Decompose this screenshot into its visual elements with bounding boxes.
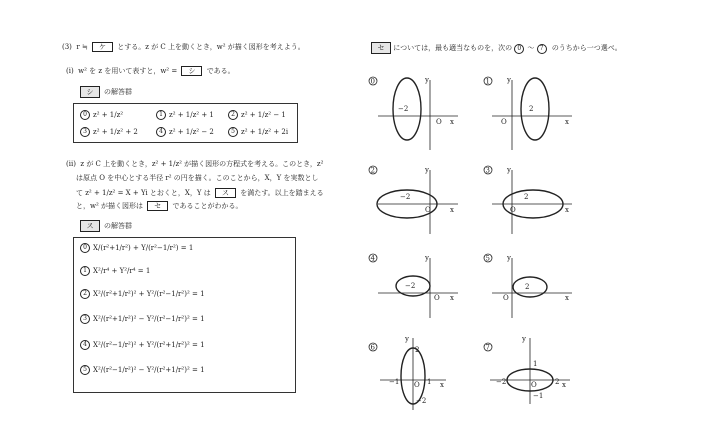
origin-label: O <box>436 118 442 126</box>
choice-number: 2 <box>228 110 238 120</box>
axis-label-y: y <box>522 335 526 343</box>
origin-label: O <box>414 381 420 389</box>
range-end-number: 7 <box>537 44 547 54</box>
choice-number: 0 <box>80 243 90 253</box>
choice-number: 5 <box>485 254 490 263</box>
value-label: −1 <box>533 392 544 400</box>
choice-expression: X²/(r²+1/r²)² + Y²/(r²−1/r²)² = 1 <box>93 290 205 298</box>
choice-number: 2 <box>80 289 90 299</box>
range-start-number: 0 <box>514 44 524 54</box>
choice-number: 5 <box>228 127 238 137</box>
value-label: −2 <box>416 397 427 405</box>
answer-box-ke[interactable]: ケ <box>92 42 113 52</box>
axis-label-x: x <box>565 206 569 214</box>
origin-label: O <box>503 294 509 302</box>
answer-box-se[interactable]: セ <box>147 201 168 211</box>
choice-expression: z² + 1/z² + 2i <box>241 128 289 136</box>
origin-label: O <box>434 294 440 302</box>
choice-expression: X²/(r²−1/r²)² + Y²/(r²+1/r²)² = 1 <box>93 341 205 349</box>
choice-number: 2 <box>370 166 375 175</box>
su-label: ス <box>80 220 100 232</box>
choice-number: 5 <box>80 365 90 375</box>
choice-number: 1 <box>485 77 490 86</box>
part-text: て z² + 1/z² = X + Yi とおくと，X，Y は <box>76 189 211 197</box>
axis-label-x: x <box>565 294 569 302</box>
choice-expression: z² + 1/z² <box>93 111 124 119</box>
choice-group-title: の解答群 <box>104 222 132 230</box>
axis-label-y: y <box>425 166 429 174</box>
ellipse-curve <box>521 78 549 140</box>
value-label: −2 <box>405 282 416 290</box>
ellipse-curve <box>513 277 547 297</box>
value-label: 2 <box>415 346 420 354</box>
choice-expression: z² + 1/z² − 1 <box>241 111 286 119</box>
graph-6[interactable] <box>369 335 446 410</box>
answer-box-su[interactable]: ス <box>215 188 236 198</box>
graph-1[interactable] <box>484 76 572 150</box>
value-label: −2 <box>400 193 411 201</box>
choice-number: 4 <box>370 254 375 263</box>
choice-expression: z² + 1/z² − 2 <box>169 128 214 136</box>
header-text: については，最も適当なものを，次の <box>393 44 513 52</box>
part-text: と，w² が描く図形は <box>76 202 144 210</box>
origin-label: O <box>510 206 516 214</box>
choice-number: 6 <box>370 343 375 352</box>
axis-label-x: x <box>450 206 454 214</box>
axis-label-x: x <box>450 294 454 302</box>
question-number: (3) <box>62 43 72 51</box>
graph-4[interactable] <box>369 254 458 318</box>
part-number: (i) <box>66 67 74 75</box>
part-number: (ii) <box>66 160 76 168</box>
origin-label: O <box>531 381 537 389</box>
range-tilde: 〜 <box>527 44 535 52</box>
axis-label-x: x <box>440 381 444 389</box>
part-text: を満たす。以上を踏まえる <box>240 189 324 197</box>
shi-label: シ <box>80 86 100 98</box>
value-label: 2 <box>524 193 529 201</box>
origin-label: O <box>501 118 507 126</box>
choice-number: 4 <box>80 340 90 350</box>
choice-number: 1 <box>80 266 90 276</box>
value-label: −2 <box>496 378 507 386</box>
value-label: 1 <box>427 378 432 386</box>
graph-0[interactable] <box>369 76 458 150</box>
part-ii-line-2: は原点 O を中心とする半径 r² の円を描く。このことから，X，Y を実数とし <box>76 174 319 182</box>
choice-expression: X²/(r²+1/r²)² − Y²/(r²−1/r²)² = 1 <box>93 315 205 323</box>
axis-label-x: x <box>562 381 566 389</box>
choice-expression: X²/r⁴ + Y²/r⁴ = 1 <box>93 267 151 275</box>
choice-number: 1 <box>156 110 166 120</box>
axis-label-y: y <box>507 76 511 84</box>
axis-label-y: y <box>507 166 511 174</box>
se-label: セ <box>371 42 391 54</box>
choice-number: 3 <box>80 314 90 324</box>
question-text: r ≒ <box>76 43 88 51</box>
value-label: 1 <box>533 360 538 368</box>
choice-expression: z² + 1/z² + 2 <box>93 128 138 136</box>
value-label: −2 <box>398 105 409 113</box>
origin-label: O <box>425 206 431 214</box>
value-label: 2 <box>529 105 534 113</box>
graph-2[interactable] <box>369 166 458 234</box>
choice-number: 7 <box>485 343 490 352</box>
choice-expression: z² + 1/z² + 1 <box>169 111 214 119</box>
axis-label-y: y <box>425 254 429 262</box>
question-text: とする。z が C 上を動くとき，w² が描く図形を考えよう。 <box>117 43 305 51</box>
graph-5[interactable] <box>484 254 572 318</box>
part-text: である。 <box>206 67 235 75</box>
choice-expression: X/(r²+1/r²) + Y/(r²−1/r²) = 1 <box>93 244 194 252</box>
axis-label-y: y <box>405 335 409 343</box>
graph-7[interactable] <box>484 335 570 404</box>
answer-box-shi[interactable]: シ <box>181 66 202 76</box>
choice-number: 3 <box>485 166 490 175</box>
choice-number: 4 <box>156 127 166 137</box>
part-text: であることがわかる。 <box>172 202 243 210</box>
choice-number: 0 <box>370 77 375 86</box>
choice-expression: X²/(r²−1/r²)² − Y²/(r²+1/r²)² = 1 <box>93 366 205 374</box>
axis-label-x: x <box>565 118 569 126</box>
part-text: w² を z を用いて表すと，w² = <box>78 67 178 75</box>
choice-group-title: の解答群 <box>104 88 132 96</box>
axis-label-y: y <box>507 254 511 262</box>
header-text: のうちから一つ選べ。 <box>551 44 622 52</box>
value-label: 2 <box>525 283 530 291</box>
part-text: z が C 上を動くとき，z² + 1/z² が描く図形の方程式を考える。このとき，z² <box>80 160 324 168</box>
value-label: −1 <box>389 378 400 386</box>
graph-3[interactable] <box>484 166 572 234</box>
choice-number: 3 <box>80 127 90 137</box>
axis-label-x: x <box>450 118 454 126</box>
choice-number: 0 <box>80 110 90 120</box>
axis-label-y: y <box>425 76 429 84</box>
value-label: 2 <box>555 378 560 386</box>
